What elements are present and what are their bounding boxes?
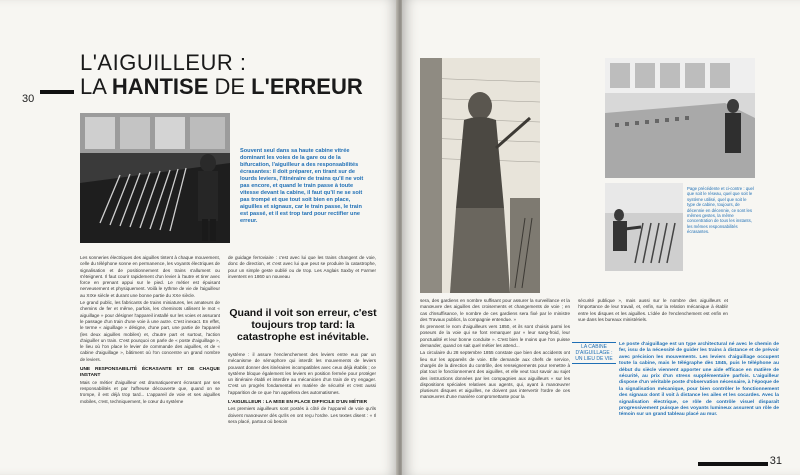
title-line1: L'AIGUILLEUR : <box>80 50 247 75</box>
left-column-2b <box>228 352 376 426</box>
sidebar-label: LA CABINE D'AIGUILLAGE : UN LIEU DE VIE <box>572 342 616 364</box>
footer-rule <box>698 462 768 466</box>
sidebar-text: Le poste d'aiguillage est un type architectural né avec le chemin de fer, issu de la nécessité de guider les trains à distance et de prévoir avec précision les mouvements. Les leviers d'aiguillage occupent toute la cabine, mais le télégraphe dès 1845, puis le téléphone au début du siècle viennent apporter une aide efficace en matière de sécurité, au prix d'un stress supplémentaire parfois. L'aiguilleur dispose d'un véritable poste d'observation nécessaire, à l'époque de la signalisation mécanique, pour bien contrôler le fonctionnement des signaux dont il voit à distance les ailes et les cocardes. Avec la signalisation électrique, ce rôle de contrôle visuel disparaît progressivement puisque des voyants lumineux assurent un rôle de témoin sur un grand tableau placé au mur. <box>619 342 779 418</box>
paragraph: Mais ce métier d'aiguilleur est dramatiquement écrasant par ses responsabilités et par l'affreuse découverte que, quand on se trompe, il est déjà trop tard... L'appareil de voie et ses aiguilles mobiles, c'est, techniquement, le cœur du système <box>80 379 220 404</box>
paragraph: La circulaire du 28 septembre 1855 constate que bien des accidents ont lieu sur les appareils de voie. Elle demande aux chefs de service, chargés de la direction du contrôle, des renseignements pour remettre à plat tout le fonctionnement des aiguilles, et elle veut tout savoir au sujet des instructions données par les compagnies aux aiguilleurs « sur les dispositions spéciales relatives aux agents, qui, ayant à manœuvrer plusieurs disques et aiguilles, ne doivent pas intervertir l'ordre de ces manœuvres d'une manière compromettante pour la <box>420 350 570 400</box>
title-part-hantise: HANTISE <box>111 74 209 99</box>
article-title <box>80 52 380 98</box>
left-column-1 <box>80 255 220 406</box>
paragraph: système : il assure l'enclenchement des leviers entre eux par un mécanisme de sémaphore qui interdit les mouvements de leviers pouvant donner des itinéraires incompatibles avec ceux déjà établis ; ce système bloque également les leviers en position fermée pour protéger un itinéraire établi et interdire au mécanicien d'un train de s'y engager. C'est un progrès fondamental en matière de sécurité et c'est aussi l'apparition de ce que l'on appellera des automatismes. <box>228 352 376 395</box>
title-line2 <box>80 76 380 98</box>
subheading: L'AIGUILLEUR : LA MISE EN PLACE DIFFICILE D'UN MÉTIER <box>228 400 368 406</box>
pull-quote: Quand il voit son erreur, c'est toujours trop tard: la catastrophe est inévitable. <box>229 307 377 343</box>
title-part-la: LA <box>80 74 112 99</box>
photo-caption: Page précédente et ci-contre : quel que soit le réseau, quel que soit le système utilisé, quel que soit le type de cabine, toujours, de décennie en décennie, ce sont les mêmes gestes, la même concentration de tous les instants, les mêmes responsabilités écrasantes. <box>687 186 754 235</box>
left-page <box>0 0 398 475</box>
right-page <box>402 0 800 475</box>
engraving-illustration <box>420 58 540 293</box>
paragraph: Les sonneries électriques des aiguilles tintent à chaque mouvement, celle du téléphone sonne en permanence, les voyants électriques de signalisation et de positionnement des trains s'allument ou s'éteignent. Il faut courir rapidement d'un levier à l'autre et tirer avec force en prenant appui sur le pied. Le métier est épuisant nerveusement et physiquement. Voilà le rythme de vie de l'aiguilleur au XIXe siècle et durant une bonne partie du XXe siècle. <box>80 255 220 298</box>
right-column-1 <box>420 298 570 402</box>
paragraph: sécurité publique », mais aussi sur le nombre des aiguilleurs et l'importance de leur travail, et, enfin, sur la relation mécanique à établir entre les disques et les aiguilles. L'idée de l'enclenchement est enfin en vue dans les bureaux ministériels. <box>578 298 728 322</box>
signal-box-photo <box>80 113 230 243</box>
right-column-2 <box>578 298 728 324</box>
title-part-erreur: L'ERREUR <box>251 74 363 99</box>
paragraph: Les premiers aiguilleurs sont postés à côté de l'appareil de voie qu'ils doivent manœuvrer dès qu'ils en ont reçu l'ordre. Les textes disent : « Il sera placé, partout où besoin <box>228 406 376 424</box>
subheading: UNE RESPONSABILITÉ ÉCRASANTE ET DE CHAQUE INSTANT <box>80 367 220 379</box>
paragraph: sera, des gardiens en nombre suffisant pour assurer la surveillance et la manœuvre des aiguilles des croisements et changements de voie ; en cas d'insuffisance, le nombre de ces gardiens sera fixé par le ministre des Travaux publics, la compagnie entendue. » <box>420 298 570 322</box>
page-number-right: 31 <box>769 455 782 467</box>
paragraph: Le grand public, les fabricants de trains miniatures, les amateurs de chemins de fer et même, parfois, les cheminots utilisent le mot « aiguillage » pour désigner l'appareil installé sur les voies et assurant le passage d'un train d'une voie à une autre. C'est inexact. En effet, le terme « aiguillage » désigne, d'une part, une partie de l'appareil (les deux aiguilles mobiles) et, d'autre part et surtout, l'action d'aiguiller un train. C'est pourquoi on parle de « poste d'aiguillage », le lieu où l'on place le levier de commande des aiguilles, et de « cabine d'aiguillage », bâtiment où l'on concentre un grand nombre de leviers. <box>80 300 220 362</box>
title-part-de: DE <box>208 74 252 99</box>
left-column-2 <box>228 255 376 281</box>
control-panel-photo <box>605 58 755 178</box>
article-lede: Souvent seul dans sa haute cabine vitrée dominant les voies de la gare ou de la bifurcation, l'aiguilleur a des responsabilités écrasantes: il doit préparer, en tirant sur de lourds leviers, l'itinéraire de trains qu'il ne voit pas encore, et quand le train passe à toute vitesse devant la cabine, il faut qu'il ne se soit pas trompé et que tout soit bien en place, aiguilles et signaux, car le train passe, le train est passé, et il est trop tard pour rectifier une erreur. <box>240 148 364 224</box>
lever-operator-photo <box>605 183 683 271</box>
paragraph: Ils prennent le nom d'aiguilleurs vers 1850, et ils sont choisis parmi les poseurs de la voie qui se font remarquer par « leur sang-froid, leur ponctualité et leur bonne conduite ». C'est bien le moins que l'on puisse demander, quand on sait quel métier les attend... <box>420 324 570 349</box>
paragraph: de guidage ferroviaire : c'est avec lui que les trains changent de voie, donc de direction, et c'est avec lui que peut se produire la catastrophe, pour un simple geste oublié ou de trop. Les Anglais Saxby et Farmer inventent en 1860 un nouveau <box>228 255 376 279</box>
page-number-left: 30 <box>22 93 35 105</box>
title-rule <box>40 90 74 94</box>
